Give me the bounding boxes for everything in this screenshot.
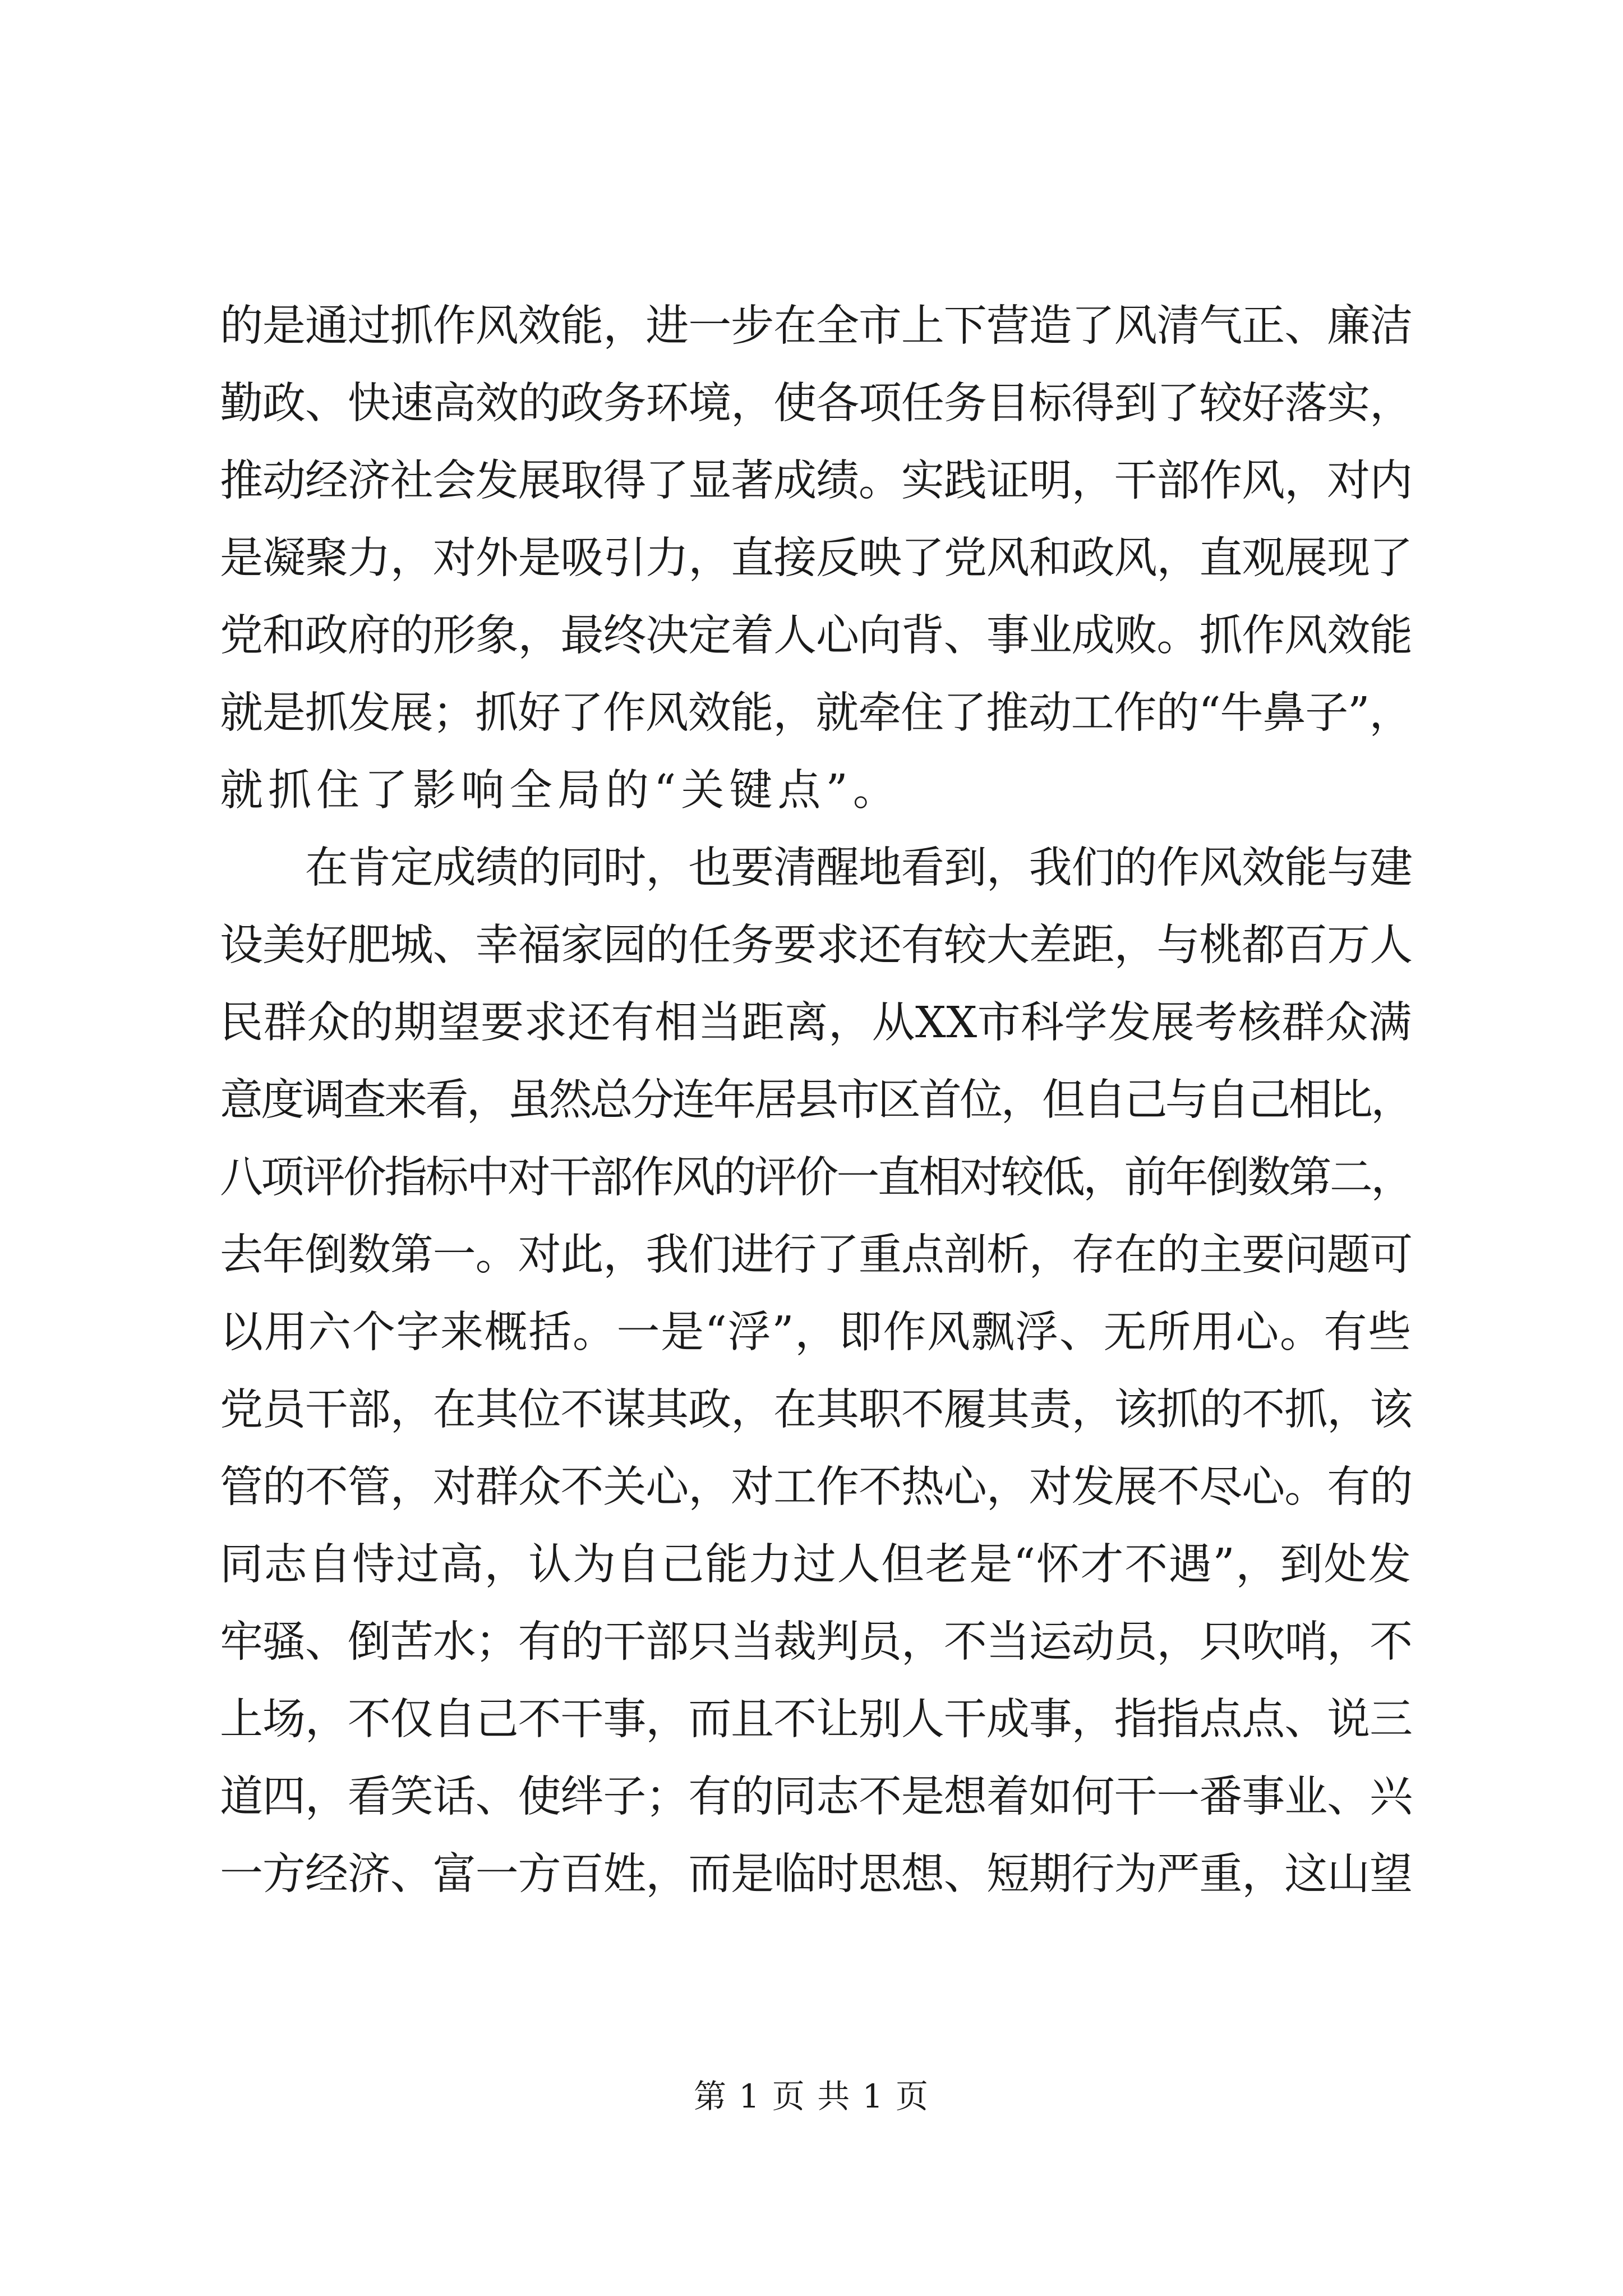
text-line: 推动经济社会发展取得了显著成绩。实践证明，干部作风，对内: [220, 456, 1412, 506]
text-line: 设美好肥城、幸福家园的任务要求还有较大差距，与桃都百万人: [220, 921, 1412, 970]
text-line: 道四，看笑话、使绊子；有的同志不是想着如何干一番事业、兴: [220, 1772, 1412, 1822]
text-line: 的是通过抓作风效能，进一步在全市上下营造了风清气正、廉洁: [220, 301, 1412, 351]
text-line: 管的不管，对群众不关心，对工作不热心，对发展不尽心。有的: [220, 1462, 1412, 1512]
text-line: 去年倒数第一。对此，我们进行了重点剖析，存在的主要问题可: [220, 1230, 1412, 1280]
text-line: 是凝聚力，对外是吸引力，直接反映了党风和政风，直观展现了: [220, 533, 1412, 583]
text-line: 牢骚、倒苦水；有的干部只当裁判员，不当运动员，只吹哨，不: [220, 1617, 1412, 1667]
text-line: 同志自恃过高，认为自己能力过人但老是“怀才不遇”，到处发: [220, 1540, 1412, 1590]
text-line: 一方经济、富一方百姓，而是临时思想、短期行为严重，这山望: [220, 1849, 1412, 1899]
text-line: 就抓住了影响全局的“关键点”。: [220, 766, 901, 816]
text-line: 民群众的期望要求还有相当距离，从XX市科学发展考核群众满: [220, 998, 1412, 1048]
text-line: 党员干部，在其位不谋其政，在其职不履其责，该抓的不抓，该: [220, 1385, 1412, 1435]
text-line: 意度调查来看，虽然总分连年居县市区首位，但自己与自己相比，: [220, 1075, 1412, 1125]
text-line: 就是抓发展；抓好了作风效能，就牵住了推动工作的“牛鼻子”，: [220, 688, 1412, 738]
text-line: 勤政、快速高效的政务环境，使各项任务目标得到了较好落实，: [220, 379, 1412, 429]
text-line: 以用六个字来概括。一是“浮”，即作风飘浮、无所用心。有些: [220, 1308, 1412, 1358]
text-line: 八项评价指标中对干部作风的评价一直相对较低，前年倒数第二，: [220, 1153, 1412, 1203]
text-line: 上场，不仅自己不干事，而且不让别人干成事，指指点点、说三: [220, 1695, 1412, 1745]
text-line: 在肯定成绩的同时，也要清醒地看到，我们的作风效能与建: [220, 843, 1412, 893]
text-line: 党和政府的形象，最终决定着人心向背、事业成败。抓作风效能: [220, 611, 1412, 661]
page-number-footer: 第 1 页 共 1 页: [694, 2077, 929, 2115]
